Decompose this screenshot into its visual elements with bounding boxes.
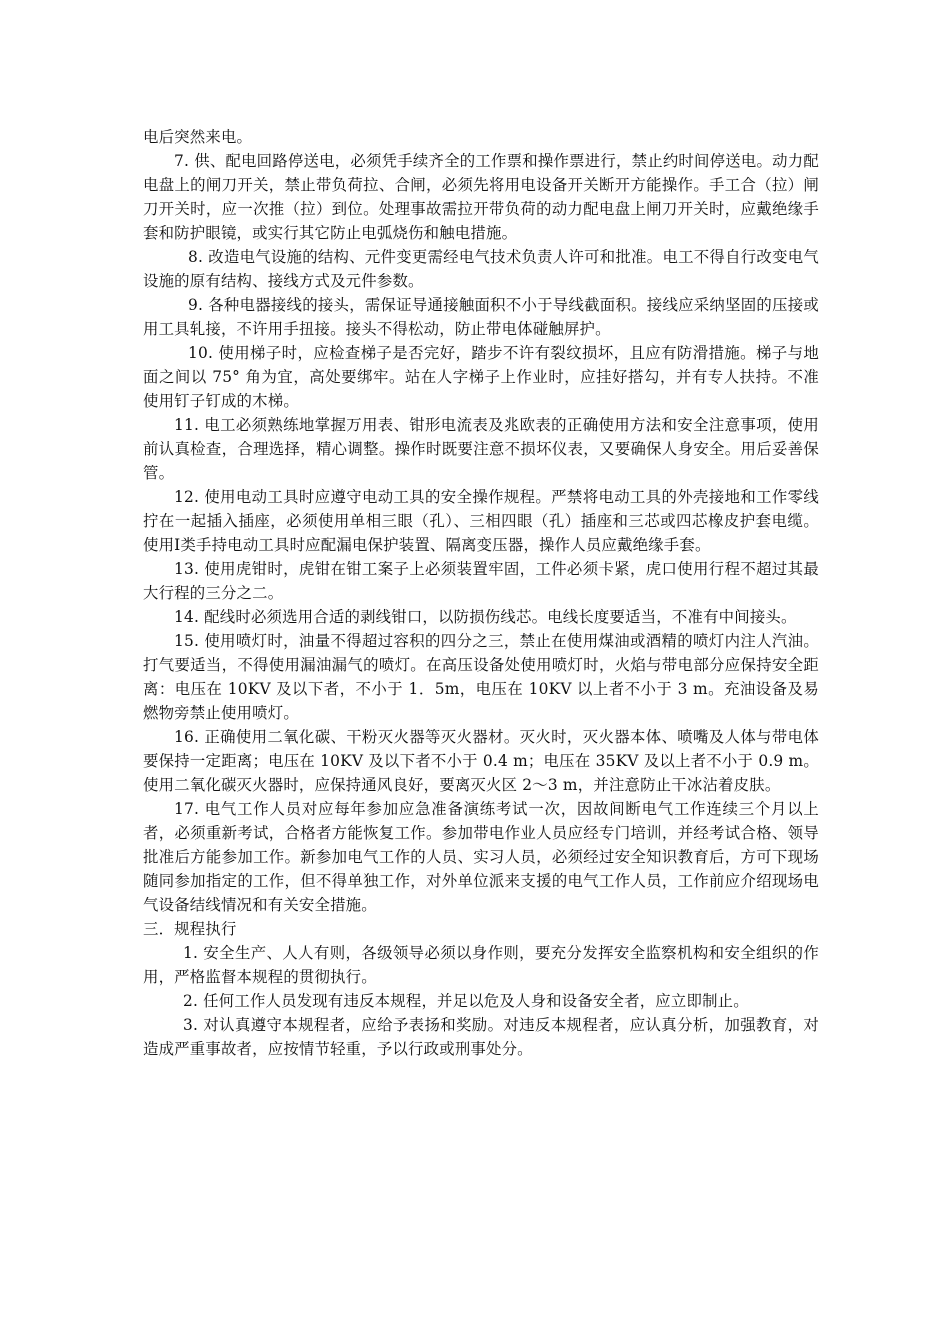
paragraph-continuation: 电后突然来电。: [143, 128, 253, 146]
paragraph-item-14: 14. 配线时必须选用合适的剥线钳口，以防损伤线芯。电线长度要适当，不准有中间接头。: [174, 608, 797, 626]
paragraph-item-16: 16. 正确使用二氧化碳、干粉灭火器等灭火器材。灭火时，灭火器本体、喷嘴及人体与带电体要保持一定距离；电压在 10KV 及以下者不小于 0.4 m；电压在 35KV 及以上者不小于 0.9 m。使用二氧化碳灭火器时，应保持通风良好，要离灭火区 2～3 m，并注意防止干冰沾着皮肤。: [143, 728, 819, 794]
section-heading-3: 三．规程执行: [143, 920, 237, 938]
paragraph-item-9: 9. 各种电器接线的接头，需保证导通接触面积不小于导线截面积。接线应采纳坚固的压接或用工具轧接，不许用手扭接。接头不得松动，防止带电体碰触屏护。: [143, 296, 819, 338]
paragraph-rule-3: 3. 对认真遵守本规程者，应给予表扬和奖励。对违反本规程者，应认真分析，加强教育，对造成严重事故者，应按情节轻重，予以行政或刑事处分。: [143, 1016, 819, 1058]
paragraph-item-11: 11. 电工必须熟练地掌握万用表、钳形电流表及兆欧表的正确使用方法和安全注意事项，使用前认真检查，合理选择，精心调整。操作时既要注意不损坏仪表，又要确保人身安全。用后妥善保管。: [143, 416, 819, 482]
paragraph-item-8: 8. 改造电气设施的结构、元件变更需经电气技术负责人许可和批准。电工不得自行改变电气设施的原有结构、接线方式及元件参数。: [143, 248, 819, 290]
paragraph-item-13: 13. 使用虎钳时，虎钳在钳工案子上必须装置牢固，工件必须卡紧，虎口使用行程不超过其最大行程的三分之二。: [143, 560, 819, 602]
paragraph-rule-2: 2. 任何工作人员发现有违反本规程，并足以危及人身和设备安全者，应立即制止。: [183, 992, 749, 1010]
paragraph-item-15: 15. 使用喷灯时，油量不得超过容积的四分之三，禁止在使用煤油或酒精的喷灯内注人汽油。打气要适当，不得使用漏油漏气的喷灯。在高压设备处使用喷灯时，火焰与带电部分应保持安全距离：电压在 10KV 及以下者，不小于 1．5m，电压在 10KV 以上者不小于 3 m。充油设备及易燃物旁禁止使用喷灯。: [143, 632, 819, 722]
paragraph-item-7: 7. 供、配电回路停送电，必须凭手续齐全的工作票和操作票进行，禁止约时间停送电。动力配电盘上的闸刀开关，禁止带负荷拉、合闸，必须先将用电设备开关断开方能操作。手工合（拉）闸刀开关时，应一次推（拉）到位。处理事故需拉开带负荷的动力配电盘上闸刀开关时，应戴绝缘手套和防护眼镜，或实行其它防止电弧烧伤和触电措施。: [143, 152, 819, 242]
paragraph-rule-1: 1. 安全生产、人人有则，各级领导必须以身作则，要充分发挥安全监察机构和安全组织的作用，严格监督本规程的贯彻执行。: [143, 944, 819, 986]
document-body: [143, 125, 819, 1061]
paragraph-item-17: 17. 电气工作人员对应每年参加应急准备演练考试一次，因故间断电气工作连续三个月以上者，必须重新考试，合格者方能恢复工作。参加带电作业人员应经专门培训，并经考试合格、领导批准后方能参加工作。新参加电气工作的人员、实习人员，必须经过安全知识教育后，方可下现场随同参加指定的工作，但不得单独工作，对外单位派来支援的电气工作人员，工作前应介绍现场电气设备结线情况和有关安全措施。: [143, 800, 819, 914]
paragraph-item-10: 10. 使用梯子时，应检查梯子是否完好，踏步不许有裂纹损坏，且应有防滑措施。梯子与地面之间以 75° 角为宜，高处要绑牢。站在人字梯子上作业时，应挂好搭勾，并有专人扶持。不准使用钉子钉成的木梯。: [143, 344, 819, 410]
paragraph-item-12: 12. 使用电动工具时应遵守电动工具的安全操作规程。严禁将电动工具的外壳接地和工作零线拧在一起插入插座，必须使用单相三眼（孔）、三相四眼（孔）插座和三芯或四芯橡皮护套电缆。使用Ⅰ类手持电动工具时应配漏电保护装置、隔离变压器，操作人员应戴绝缘手套。: [143, 488, 819, 554]
